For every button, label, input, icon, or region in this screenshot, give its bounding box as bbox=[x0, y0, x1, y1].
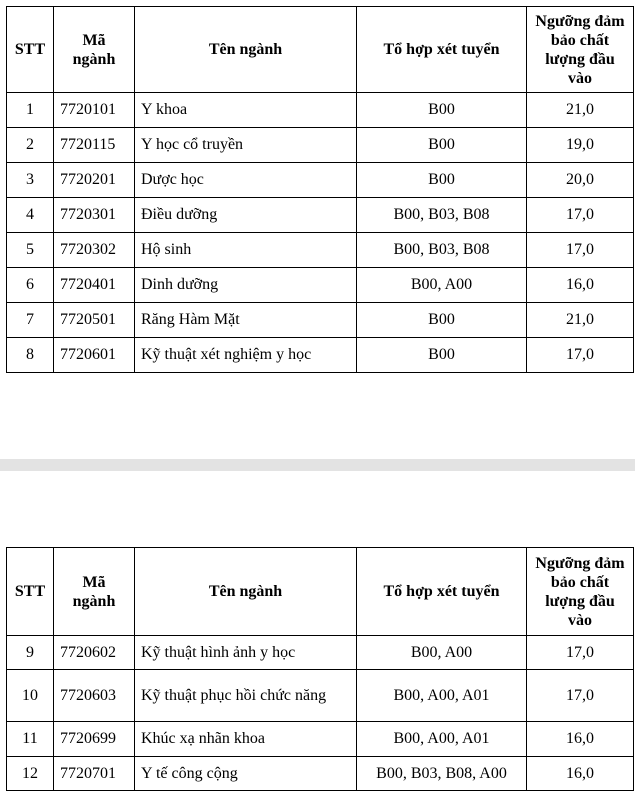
cell-nguong: 17,0 bbox=[527, 670, 634, 722]
cell-ma: 7720603 bbox=[54, 670, 135, 722]
cell-to-hop: B00, B03, B08 bbox=[357, 233, 527, 268]
admission-table-1 bbox=[6, 6, 634, 373]
header-to-hop: Tổ hợp xét tuyển bbox=[357, 548, 527, 636]
cell-ma: 7720602 bbox=[54, 636, 135, 670]
header-to-hop: Tổ hợp xét tuyển bbox=[357, 7, 527, 93]
header-ten-nganh: Tên ngành bbox=[135, 7, 357, 93]
cell-nguong: 17,0 bbox=[527, 233, 634, 268]
table-row bbox=[7, 757, 634, 791]
cell-stt: 10 bbox=[7, 670, 54, 722]
cell-ten: Dược học bbox=[135, 163, 357, 198]
table-row bbox=[7, 670, 634, 722]
cell-ten: Hộ sinh bbox=[135, 233, 357, 268]
cell-to-hop: B00, A00 bbox=[357, 268, 527, 303]
cell-ten: Y khoa bbox=[135, 93, 357, 128]
cell-stt: 7 bbox=[7, 303, 54, 338]
cell-to-hop: B00 bbox=[357, 303, 527, 338]
table-row bbox=[7, 338, 634, 373]
table-row bbox=[7, 303, 634, 338]
cell-stt: 4 bbox=[7, 198, 54, 233]
cell-to-hop: B00, A00, A01 bbox=[357, 722, 527, 757]
cell-nguong: 17,0 bbox=[527, 338, 634, 373]
header-stt: STT bbox=[7, 7, 54, 93]
header-ma-nganh: Mã ngành bbox=[54, 548, 135, 636]
cell-ten: Điều dưỡng bbox=[135, 198, 357, 233]
cell-nguong: 16,0 bbox=[527, 757, 634, 791]
cell-ma: 7720601 bbox=[54, 338, 135, 373]
header-row bbox=[7, 7, 634, 93]
cell-stt: 11 bbox=[7, 722, 54, 757]
header-ten-nganh: Tên ngành bbox=[135, 548, 357, 636]
table-row bbox=[7, 128, 634, 163]
admission-table-2 bbox=[6, 547, 634, 791]
header-nguong: Ngưỡng đảm bảo chất lượng đầu vào bbox=[527, 548, 634, 636]
cell-ten: Y tế công cộng bbox=[135, 757, 357, 791]
cell-stt: 12 bbox=[7, 757, 54, 791]
cell-ten: Kỹ thuật hình ảnh y học bbox=[135, 636, 357, 670]
table-row bbox=[7, 636, 634, 670]
cell-stt: 2 bbox=[7, 128, 54, 163]
cell-ma: 7720302 bbox=[54, 233, 135, 268]
cell-ten: Dinh dưỡng bbox=[135, 268, 357, 303]
cell-ma: 7720101 bbox=[54, 93, 135, 128]
cell-to-hop: B00, A00 bbox=[357, 636, 527, 670]
cell-to-hop: B00, A00, A01 bbox=[357, 670, 527, 722]
cell-to-hop: B00, B03, B08 bbox=[357, 198, 527, 233]
cell-nguong: 16,0 bbox=[527, 722, 634, 757]
cell-stt: 1 bbox=[7, 93, 54, 128]
table-row bbox=[7, 233, 634, 268]
cell-to-hop: B00 bbox=[357, 128, 527, 163]
cell-nguong: 17,0 bbox=[527, 636, 634, 670]
cell-ma: 7720401 bbox=[54, 268, 135, 303]
cell-ten: Y học cổ truyền bbox=[135, 128, 357, 163]
cell-ten: Khúc xạ nhãn khoa bbox=[135, 722, 357, 757]
cell-stt: 8 bbox=[7, 338, 54, 373]
cell-stt: 6 bbox=[7, 268, 54, 303]
header-stt: STT bbox=[7, 548, 54, 636]
cell-stt: 5 bbox=[7, 233, 54, 268]
cell-ma: 7720115 bbox=[54, 128, 135, 163]
cell-nguong: 21,0 bbox=[527, 93, 634, 128]
header-ma-nganh: Mã ngành bbox=[54, 7, 135, 93]
cell-nguong: 19,0 bbox=[527, 128, 634, 163]
cell-nguong: 20,0 bbox=[527, 163, 634, 198]
cell-stt: 9 bbox=[7, 636, 54, 670]
cell-ma: 7720201 bbox=[54, 163, 135, 198]
header-row bbox=[7, 548, 634, 636]
cell-ma: 7720501 bbox=[54, 303, 135, 338]
table-row bbox=[7, 93, 634, 128]
cell-stt: 3 bbox=[7, 163, 54, 198]
page-divider bbox=[0, 459, 635, 471]
cell-ten: Kỹ thuật phục hồi chức năng bbox=[135, 670, 357, 722]
table-row bbox=[7, 268, 634, 303]
cell-to-hop: B00 bbox=[357, 338, 527, 373]
cell-nguong: 16,0 bbox=[527, 268, 634, 303]
table-row bbox=[7, 722, 634, 757]
cell-ma: 7720301 bbox=[54, 198, 135, 233]
cell-ten: Răng Hàm Mặt bbox=[135, 303, 357, 338]
cell-ten: Kỹ thuật xét nghiệm y học bbox=[135, 338, 357, 373]
header-nguong: Ngưỡng đảm bảo chất lượng đầu vào bbox=[527, 7, 634, 93]
cell-ma: 7720701 bbox=[54, 757, 135, 791]
cell-to-hop: B00 bbox=[357, 93, 527, 128]
cell-ma: 7720699 bbox=[54, 722, 135, 757]
cell-nguong: 21,0 bbox=[527, 303, 634, 338]
table-row bbox=[7, 163, 634, 198]
cell-to-hop: B00 bbox=[357, 163, 527, 198]
table-row bbox=[7, 198, 634, 233]
cell-nguong: 17,0 bbox=[527, 198, 634, 233]
cell-to-hop: B00, B03, B08, A00 bbox=[357, 757, 527, 791]
